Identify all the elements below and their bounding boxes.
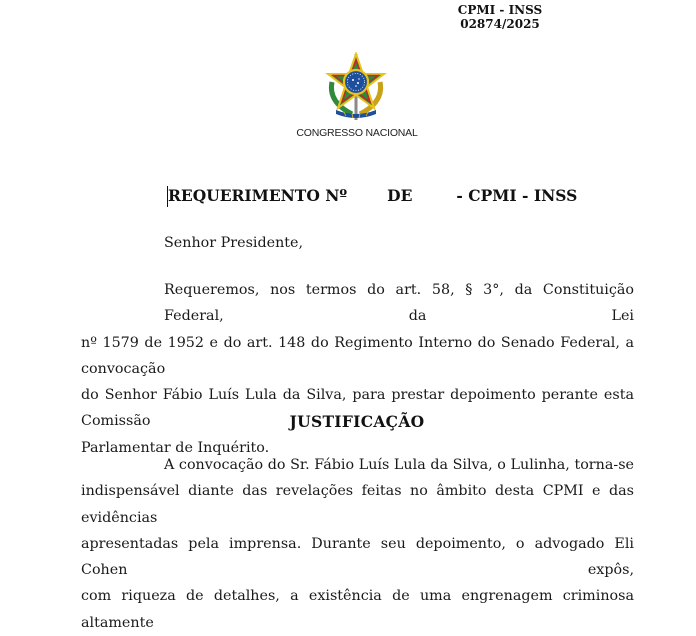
section-title: JUSTIFICAÇÃO: [289, 412, 425, 431]
paragraph-line: indispensável diante das revelações feitas no âmbito desta CPMI e das evidências: [81, 483, 634, 526]
title-de: DE: [387, 186, 413, 205]
brazil-coat-of-arms-icon: [322, 52, 390, 122]
requerimento-title: [168, 186, 577, 205]
justification-paragraph: [81, 452, 634, 636]
paragraph-line: do Senhor Fábio Luís Lula da Silva, para prestar depoimento perante esta Comissão: [81, 387, 634, 430]
paragraph-line: Parlamentar de Inquérito.: [81, 439, 270, 456]
title-requerimento-number: REQUERIMENTO Nº: [168, 186, 348, 205]
paragraph-line: Requeremos, nos termos do art. 58, § 3°, da Constituição Federal, da Lei: [164, 282, 634, 325]
request-paragraph: [81, 277, 634, 461]
title-commission: - CPMI - INSS: [456, 186, 578, 205]
greeting: Senhor Presidente,: [164, 235, 304, 251]
paragraph-line: nº 1579 de 1952 e do art. 148 do Regimento Interno do Senado Federal, a convocação: [81, 334, 634, 377]
paragraph-line: apresentadas pela imprensa. Durante seu depoimento, o advogado Eli Cohen expôs,: [81, 535, 634, 579]
paragraph-line: A convocação do Sr. Fábio Luís Lula da Silva, o Lulinha, torna-se: [164, 457, 634, 473]
institution-name: CONGRESSO NACIONAL: [296, 127, 418, 139]
doc-code-number: 02874/2025: [460, 17, 540, 31]
document-code: [440, 3, 560, 31]
paragraph-line: com riqueza de detalhes, a existência de uma engrenagem criminosa altamente: [81, 588, 634, 631]
doc-code-commission: CPMI - INSS: [457, 3, 543, 17]
